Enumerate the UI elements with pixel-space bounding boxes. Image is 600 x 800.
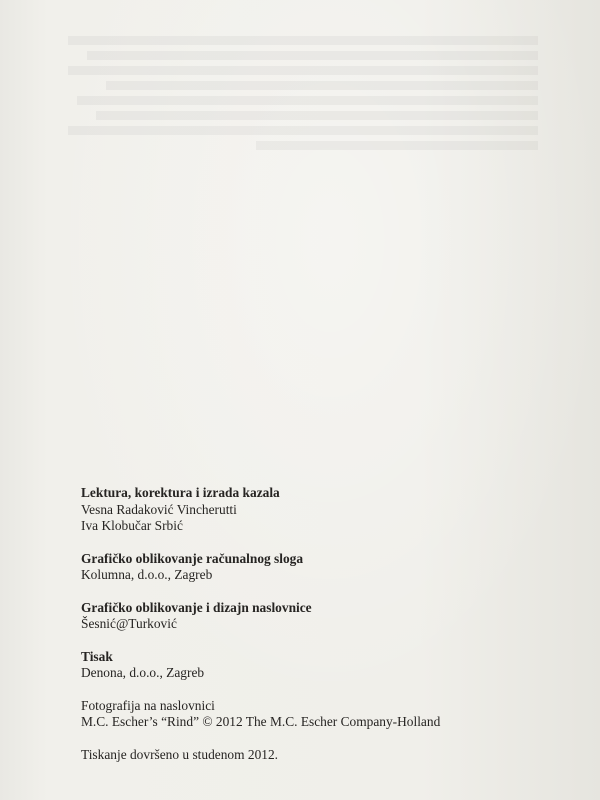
show-through-text: [68, 30, 538, 156]
section-proofreading: [81, 485, 561, 535]
section-heading: Grafičko oblikovanje i dizajn naslovnice: [81, 599, 312, 615]
section-printing-date: [81, 747, 561, 764]
colophon: [81, 485, 561, 779]
cover-photo-label: Fotografija na naslovnici: [81, 697, 215, 713]
section-line: Iva Klobučar Srbić: [81, 518, 183, 533]
section-line: Šesnić@Turković: [81, 616, 177, 631]
section-typesetting: [81, 551, 561, 584]
section-heading: Tisak: [81, 648, 113, 664]
printing-note: Tiskanje dovršeno u studenom 2012.: [81, 746, 279, 762]
section-heading: Lektura, korektura i izrada kazala: [81, 485, 280, 500]
section-heading: Grafičko oblikovanje računalnog sloga: [81, 550, 304, 566]
section-line: Kolumna, d.o.o., Zagreb: [81, 567, 213, 582]
section-cover-photo: [81, 698, 561, 731]
cover-photo-credit: M.C. Escher’s “Rind” © 2012 The M.C. Escher Company-Holland: [81, 714, 441, 729]
section-cover-design: [81, 600, 561, 633]
section-line: Vesna Radaković Vincherutti: [81, 501, 237, 517]
section-printing: [81, 649, 561, 682]
section-line: Denona, d.o.o., Zagreb: [81, 665, 205, 680]
